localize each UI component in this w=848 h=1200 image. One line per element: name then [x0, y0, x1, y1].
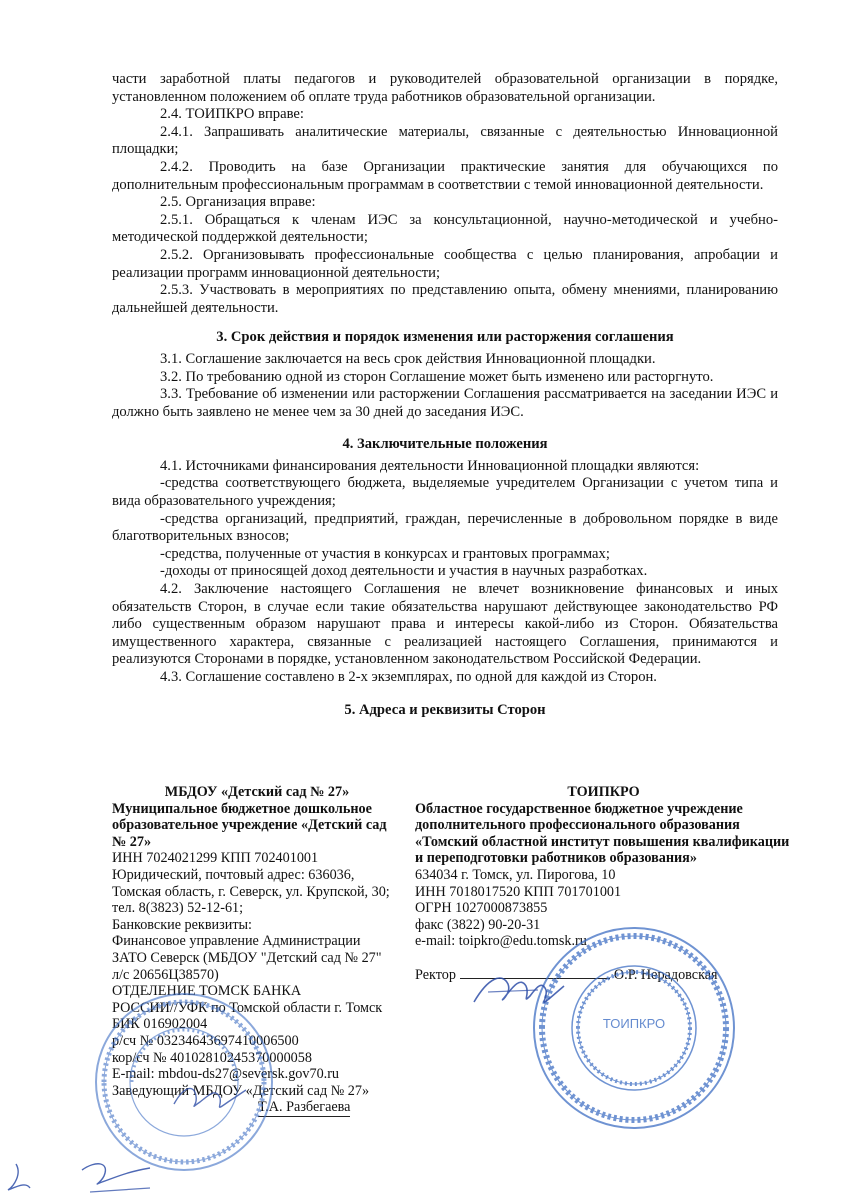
- toipkro-stamp: [528, 922, 740, 1134]
- clause-2-4-2: 2.4.2. Проводить на базе Организации практические занятия для обучающихся по дополнительным профессиональным программам в соответствии с темой инновационной деятельности.: [112, 158, 778, 193]
- clause-2-5-1: 2.5.1. Обращаться к членам ИЭС за консультационной, научно-методической и учебно-методической поддержкой деятельности;: [112, 211, 778, 246]
- funding-source-1: -средства соответствующего бюджета, выделяемые учредителем Организации с учетом типа и вида образовательного учреждения;: [112, 475, 778, 510]
- party-left-line: E-mail: mbdou-ds27@seversk.gov70.ru: [112, 1066, 340, 1083]
- party-right-line: ОГРН 1027000873855: [415, 900, 548, 917]
- party-left-line: тел. 8(3823) 52-12-61;: [112, 900, 244, 917]
- party-left-line: РОССИИ//УФК по Томской области г. Томск: [112, 999, 383, 1016]
- party-right-line: 634034 г. Томск, ул. Пирогова, 10: [415, 866, 616, 883]
- continuation-paragraph: части заработной платы педагогов и руководителей образовательной организации в порядке, установленном положением об оплате труда работников образовательной организации.: [112, 71, 778, 105]
- section-4-heading: 4. Заключительные положения: [342, 436, 548, 453]
- page-initials: [0, 1152, 170, 1198]
- section-3-heading: 3. Срок действия и порядок изменения или расторжения соглашения: [216, 329, 674, 346]
- handwritten-signature-icon: [170, 1078, 250, 1118]
- clause-4-2: 4.2. Заключение настоящего Соглашения не влечет возникновение финансовых и иных обязательств Сторон, в случае если такие обязательства нарушают действующее законодательство РФ либо существенным образом нарушают права и интересы какой-либо из Сторон. Обязательства имущественного характера, связанные с реализацией настоящего Соглашения, принимаются и реализуются Сторонами в порядке, установленном законодательством Российской Федерации.: [112, 581, 778, 668]
- party-right-full-name: Областное государственное бюджетное учреждение дополнительного профессионального образования «Томский областной институт повышения квалификации и переподготовки работников образования»: [415, 800, 790, 867]
- party-left-short-name: МБДОУ «Детский сад № 27»: [164, 784, 350, 800]
- head-signature: [170, 1078, 250, 1118]
- handwritten-initials-icon: [0, 1152, 170, 1198]
- party-right-short-name: ТОИПКРО: [567, 784, 640, 800]
- party-left-line: Томская область, г. Северск, ул. Крупской, 30;: [112, 883, 390, 900]
- clause-4-1: 4.1. Источниками финансирования деятельности Инновационной площадки являются:: [160, 457, 700, 474]
- clause-3-3: 3.3. Требование об изменении или расторжении Соглашения рассматривается на заседании ИЭС и должно быть заявлено не менее чем за 30 дней до заседания ИЭС.: [112, 386, 778, 420]
- stamp-center-text: ТОИПКРО: [602, 1016, 666, 1031]
- clause-3-1: 3.1. Соглашение заключается на весь срок действия Инновационной площадки.: [160, 350, 656, 367]
- party-left-line: кор/сч № 40102810245370000058: [112, 1049, 312, 1066]
- clause-2-5: 2.5. Организация вправе:: [160, 194, 316, 211]
- section-5-heading: 5. Адреса и реквизиты Сторон: [344, 701, 546, 718]
- party-left-line: ИНН 7024021299 КПП 702401001: [112, 850, 319, 867]
- party-left-line: Юридический, почтовый адрес: 636036,: [112, 866, 355, 883]
- funding-source-2: -средства организаций, предприятий, граждан, перечисленные в добровольном порядке в виде благотворительных взносов;: [112, 510, 778, 545]
- party-left-line: л/с 20656Ц38570): [112, 966, 219, 983]
- party-right-signatory: О.Р. Нерадовская: [613, 966, 718, 983]
- agreement-body: [112, 71, 778, 723]
- party-left-full-name: Муниципальное бюджетное дошкольное образовательное учреждение «Детский сад № 27»: [112, 800, 387, 850]
- funding-source-4: -доходы от приносящей доход деятельности и участия в научных разработках.: [160, 563, 648, 580]
- party-left-signatory: Т.А. Разбегаева: [258, 1099, 351, 1116]
- funding-source-3: -средства, полученные от участия в конкурсах и грантовых программах;: [160, 545, 610, 562]
- handwritten-signature-icon: [468, 968, 568, 1014]
- party-left-line: ЗАТО Северск (МБДОУ "Детский сад № 27": [112, 949, 382, 966]
- party-right-line: ИНН 7018017520 КПП 701701001: [415, 883, 622, 900]
- clause-2-5-3: 2.5.3. Участвовать в мероприятиях по представлению опыта, обмену мнениями, планированию дальнейшей деятельности.: [112, 282, 778, 316]
- party-left-line: Финансовое управление Администрации: [112, 933, 361, 950]
- party-left-line: БИК 016902004: [112, 1016, 208, 1033]
- party-left-line: Заведующий МБДОУ «Детский сад № 27»: [112, 1082, 370, 1099]
- clause-4-3: 4.3. Соглашение составлено в 2-х экземплярах, по одной для каждой из Сторон.: [160, 669, 657, 685]
- party-left-line: р/сч № 03234643697410006500: [112, 1032, 299, 1049]
- rector-signature: [468, 968, 568, 1014]
- party-right-line: e-mail: toipkro@edu.tomsk.ru: [415, 933, 587, 950]
- clause-2-4-1: 2.4.1. Запрашивать аналитические материалы, связанные с деятельностью Инновационной площадки;: [112, 123, 778, 158]
- party-left-line: ОТДЕЛЕНИЕ ТОМСК БАНКА: [112, 983, 302, 1000]
- party-left-line: Банковские реквизиты:: [112, 916, 252, 933]
- clause-3-2: 3.2. По требованию одной из сторон Соглашение может быть изменено или расторгнуто.: [160, 368, 714, 385]
- party-right-signer-title: Ректор: [415, 966, 456, 983]
- round-seal-icon: [528, 922, 740, 1134]
- party-right-line: факс (3822) 90-20-31: [415, 916, 541, 933]
- clause-2-5-2: 2.5.2. Организовывать профессиональные сообщества с целью планирования, апробации и реализации программ инновационной деятельности;: [112, 246, 778, 281]
- clause-2-4: 2.4. ТОИПКРО вправе:: [160, 106, 304, 123]
